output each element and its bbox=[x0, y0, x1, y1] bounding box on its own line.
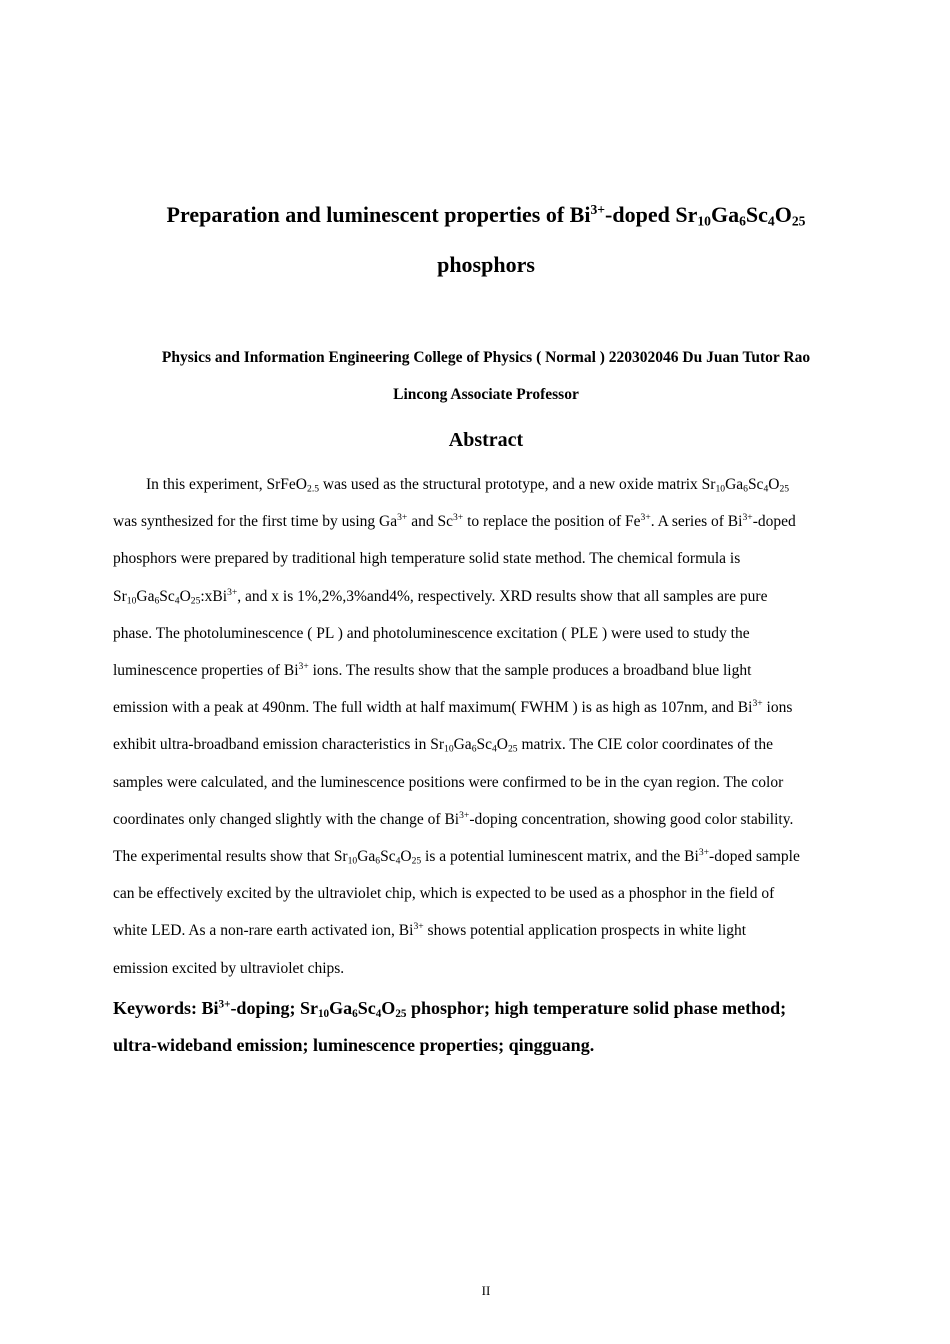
abstract-heading: Abstract bbox=[448, 429, 524, 451]
abstract-line: exhibit ultra-broadband emission characteristics in $Sr_{10}Ga_6Sc_4O_{25}$ matrix. The CIE color coordinates of the bbox=[113, 736, 773, 755]
keywords-line: ultra-wideband emission; luminescence properties; qingguang. bbox=[113, 1035, 595, 1055]
abstract-line: coordinates only changed slightly with the change of $Bi^{3+}$-doping concentration, showing good color stability. bbox=[113, 810, 794, 828]
title-line-2: phosphors bbox=[437, 252, 535, 277]
title-line-1: Preparation and luminescent properties of $Bi^{3+}$-doped $Sr_{10}Ga_6Sc_4O_{25}$ bbox=[166, 201, 806, 229]
abstract-line: samples were calculated, and the luminescence positions were confirmed to be in the cyan region. The color bbox=[113, 773, 784, 791]
abstract-line: phase. The photoluminescence ( PL ) and photoluminescence excitation ( PLE ) were used to study the bbox=[113, 624, 750, 642]
abstract-line: The experimental results show that $Sr_{10}Ga_6Sc_4O_{25}$ is a potential luminescent matrix, and the $Bi^{3+}$-doped sample bbox=[113, 847, 800, 867]
abstract-line: $Sr_{10}Ga_6Sc_4O_{25}:xBi^{3+}$, and x is 1%,2%,3%and4%, respectively. XRD results show that all samples are pure bbox=[113, 586, 768, 606]
author-line-2: Lincong Associate Professor bbox=[393, 386, 579, 403]
abstract-line: emission with a peak at 490nm. The full width at half maximum( FWHM ) is as high as 107nm, and $Bi^{3+}$ ions bbox=[113, 698, 793, 717]
abstract-line: white LED. As a non-rare earth activated ion, $Bi^{3+}$ shows potential application prospects in white light bbox=[113, 921, 747, 940]
abstract-line: luminescence properties of $Bi^{3+}$ ions. The results show that the sample produces a broadband blue light bbox=[113, 661, 752, 680]
keywords-line: Keywords: $Bi^{3+}$-doping; $Sr_{10}Ga_6Sc_4O_{25}$ phosphor; high temperature solid phase method; bbox=[113, 998, 787, 1020]
abstract-line: phosphors were prepared by traditional high temperature solid state method. The chemical formula is bbox=[113, 550, 741, 568]
abstract-line: can be effectively excited by the ultraviolet chip, which is expected to be used as a phosphor in the field of bbox=[113, 885, 775, 903]
author-line-1: Physics and Information Engineering College of Physics ( Normal ) 220302046 Du Juan Tutor Rao bbox=[161, 349, 811, 366]
abstract-line: emission excited by ultraviolet chips. bbox=[113, 959, 345, 977]
keywords bbox=[113, 990, 873, 1064]
abstract-line: was synthesized for the first time by using $Ga^{3+}$ and $Sc^{3+}$ to replace the position of $Fe^{3+}$. A series of $Bi^{3+}$-doped bbox=[113, 512, 796, 531]
page-number: II bbox=[481, 1283, 491, 1298]
abstract-body bbox=[113, 466, 873, 987]
abstract-line: In this experiment, SrFeO$_{2.5}$ was used as the structural prototype, and a new oxide matrix $Sr_{10}Ga_6Sc_4O_{25}$ bbox=[146, 476, 790, 495]
